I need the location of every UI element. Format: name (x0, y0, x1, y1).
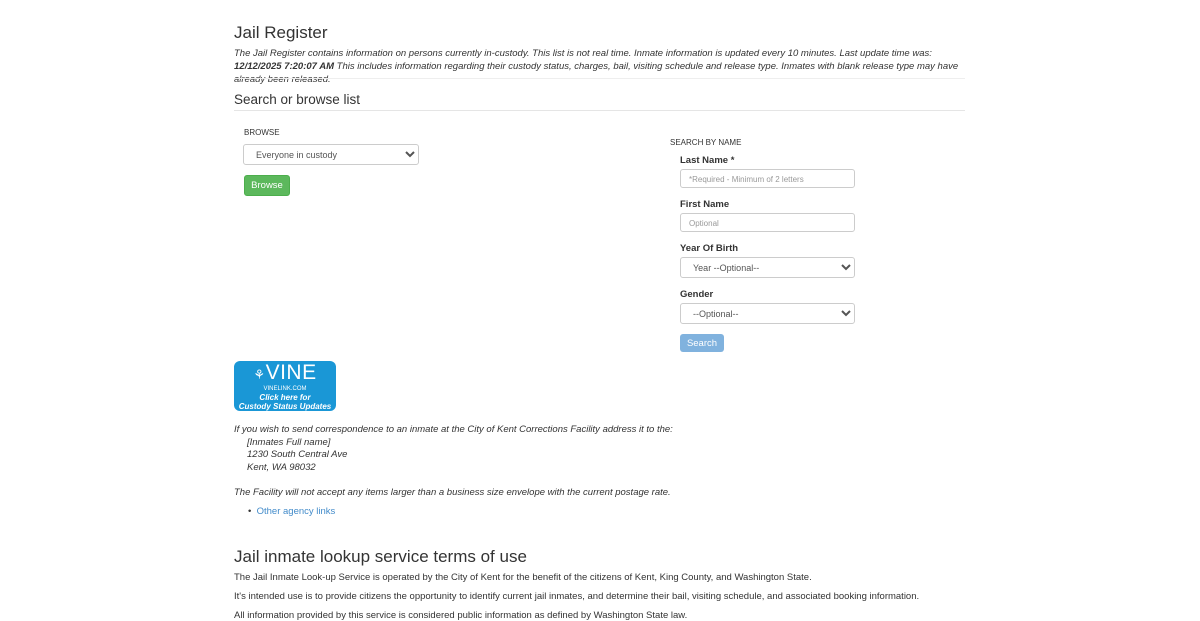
vine-logo-text: VINE (265, 361, 317, 384)
browse-select[interactable] (243, 144, 419, 165)
first-name-label: First Name (680, 199, 730, 210)
address-line-3: Kent, WA 98032 (247, 462, 316, 473)
bullet: • (248, 506, 252, 517)
vine-link-banner[interactable] (234, 361, 336, 411)
search-by-name-label: SEARCH BY NAME (670, 138, 742, 147)
required-mark: * (730, 155, 735, 166)
year-of-birth-select[interactable] (680, 257, 855, 278)
browse-label: BROWSE (244, 128, 280, 137)
last-name-label (680, 155, 734, 166)
last-update-time: 12/12/2025 7:20:07 AM (234, 61, 334, 72)
last-name-input[interactable] (680, 169, 855, 188)
vine-site: VINELINK.COM (263, 386, 307, 392)
year-of-birth-label: Year Of Birth (680, 243, 739, 254)
intro-pre: The Jail Register contains information on persons currently in-custody. This list is not real time. Inmate information is updated every 10 minutes. Last update time was: (234, 48, 932, 59)
mail-note: The Facility will not accept any items larger than a business size envelope with the current postage rate. (234, 487, 671, 498)
browse-button[interactable]: Browse (244, 175, 290, 196)
vine-cta-2: Custody Status Updates (238, 402, 332, 411)
mail-intro: If you wish to send correspondence to an inmate at the City of Kent Corrections Facility address it to the: (234, 424, 673, 435)
terms-paragraph-2: It's intended use is to provide citizens the opportunity to identify current jail inmates, and determine their bail, visiting schedule, and associated booking information. (234, 591, 920, 602)
vine-cta-1: Click here for (259, 393, 311, 402)
terms-paragraph-1: The Jail Inmate Look-up Service is operated by the City of Kent for the benefit of the citizens of Kent, King County, and Washington State. (234, 572, 812, 583)
divider (234, 110, 965, 111)
divider (234, 78, 965, 79)
search-button[interactable]: Search (680, 334, 724, 352)
intro-text (234, 47, 965, 86)
sprout-icon: ⚘ (253, 367, 266, 382)
terms-paragraph-3: All information provided by this service is considered public information as defined by Washington State law. (234, 610, 688, 621)
intro-post: This includes information regarding their custody status, charges, bail, visiting schedule and release type. Inmates with blank release type may have already been released. (234, 61, 959, 85)
terms-title: Jail inmate lookup service terms of use (234, 547, 527, 566)
vine-logo (234, 362, 336, 386)
last-name-text: Last Name (680, 155, 729, 166)
address-line-1: [Inmates Full name] (247, 437, 331, 448)
page-title: Jail Register (234, 23, 328, 42)
other-links-item (248, 506, 335, 517)
gender-label: Gender (680, 289, 714, 300)
first-name-input[interactable] (680, 213, 855, 232)
section-title: Search or browse list (234, 92, 361, 107)
address-line-2: 1230 South Central Ave (247, 449, 348, 460)
gender-select[interactable] (680, 303, 855, 324)
other-agency-links[interactable]: Other agency links (256, 506, 336, 517)
